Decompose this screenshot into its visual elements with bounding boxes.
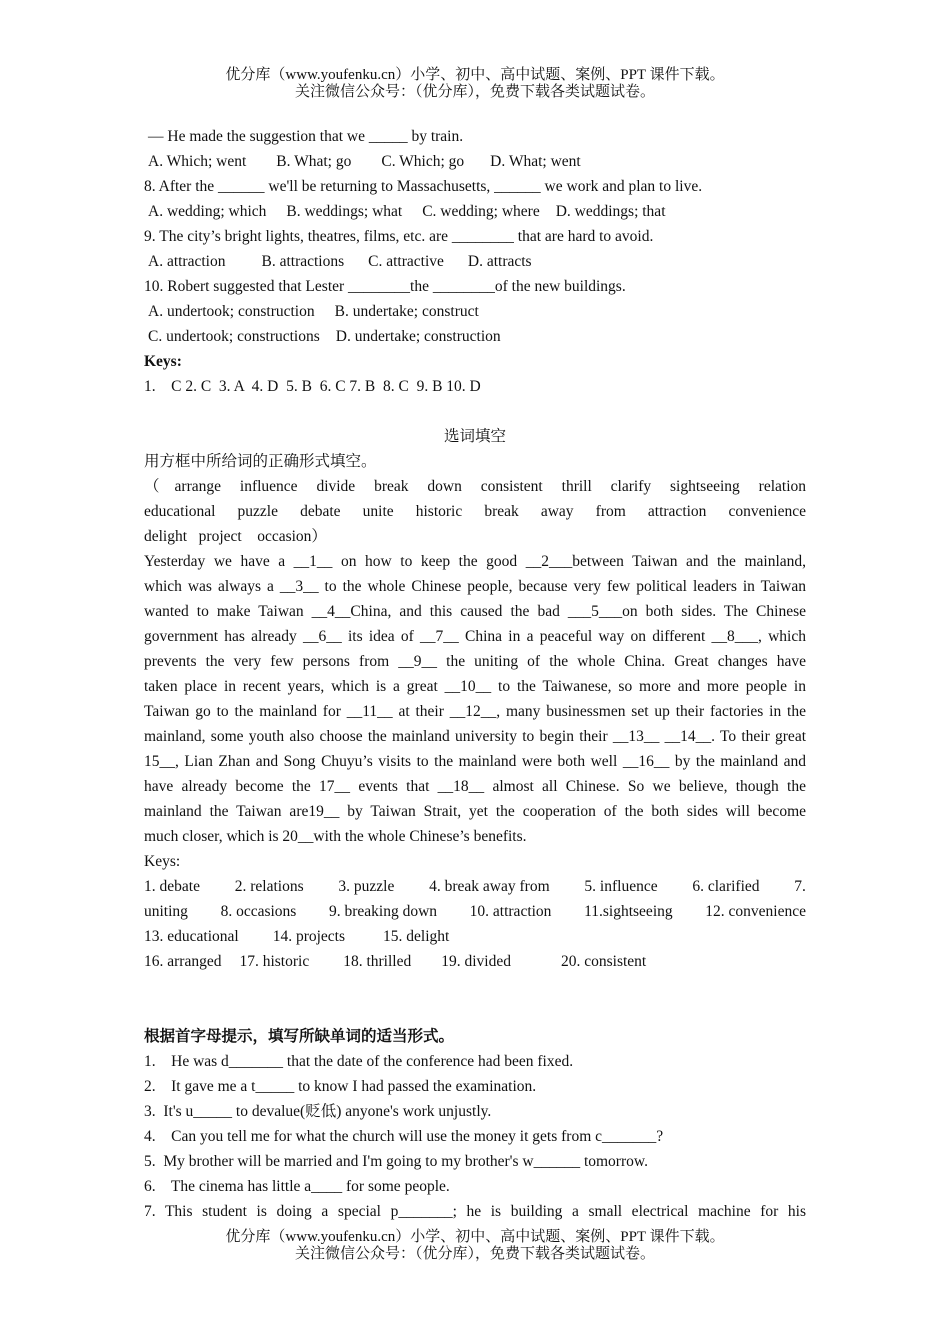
passage-line: taken place in recent years, which is a great __10__ to the Taiwanese, so more and more people in: [144, 678, 806, 695]
passage-line: mainland, some youth also choose the mainland university to begin their __13__ __14__. To their great: [144, 728, 806, 745]
document-body: [144, 124, 806, 1224]
key-item: 10. attraction: [469, 903, 552, 920]
q10-text: 10. Robert suggested that Lester ________the ________of the new buildings.: [144, 278, 626, 295]
key-item: uniting: [144, 903, 188, 920]
question-item: 7. This student is doing a special p_______; he is building a small electrical machine for his: [144, 1203, 806, 1220]
question-item: 6. The cinema has little a____ for some people.: [144, 1178, 450, 1195]
cloze-passage-last: much closer, which is 20__with the whole Chinese’s benefits.: [144, 828, 527, 845]
question-item: 3. It's u_____ to devalue(贬低) anyone's work unjustly.: [144, 1103, 492, 1120]
key-item: 17. historic: [239, 953, 310, 970]
question-item: 1. He was d_______ that the date of the conference had been fixed.: [144, 1053, 574, 1070]
option: D. weddings; that: [555, 203, 666, 220]
word-box-line-3: delight project occasion）: [144, 528, 327, 545]
key-item: 1. debate: [144, 878, 200, 895]
q10-options-row2: [144, 324, 806, 349]
mc-keys: 1. C 2. C 3. A 4. D 5. B 6. C 7. B 8. C 9. B 10. D: [144, 378, 481, 395]
option: D. undertake; construction: [335, 328, 501, 345]
key-item: 2. relations: [234, 878, 304, 895]
passage-line: mainland the Taiwan are19__ by Taiwan Strait, yet the cooperation of the both sides will become: [144, 803, 806, 820]
option: A. undertook; construction: [148, 303, 315, 320]
passage-line: which was always a __3__ to the whole Chinese people, because very few political leaders in Taiwan: [144, 578, 806, 595]
q10-options-row1: [144, 299, 806, 324]
header-line-1: 优分库（www.youfenku.cn）小学、初中、高中试题、案例、PPT 课件下载。: [225, 67, 725, 83]
option: B. weddings; what: [286, 203, 403, 220]
key-item: 19. divided: [441, 953, 511, 970]
question-item: 4. Can you tell me for what the church will use the money it gets from c_______?: [144, 1128, 664, 1145]
q7-options: [144, 149, 806, 174]
key-item: 18. thrilled: [343, 953, 412, 970]
word-box-line-2: educational puzzle debate unite historic break away from attraction convenience: [144, 503, 806, 520]
cloze-keys-label: Keys:: [144, 853, 181, 870]
option: C. undertook; constructions: [148, 328, 320, 345]
keys-row: [144, 899, 806, 924]
key-item: 14. projects: [272, 928, 346, 945]
passage-line: Taiwan go to the mainland for __11__ at their __12__, many businessmen set up their factories in the: [144, 703, 806, 720]
key-item: 9. breaking down: [328, 903, 438, 920]
passage-line: 15__, Lian Zhan and Song Chuyu’s visits to the mainland were both well __16__ by the mainland and: [144, 753, 806, 770]
option: B. undertake; construct: [334, 303, 479, 320]
mc-keys-label: Keys:: [144, 353, 182, 370]
option: B. attractions: [261, 253, 345, 270]
passage-line: wanted to make Taiwan __4__China, and this caused the bad ___5___on both sides. The Chinese: [144, 603, 806, 620]
word-box-line-1: （arrange influence divide break down consistent thrill clarify sightseeing relation: [144, 478, 806, 495]
initials-title: 根据首字母提示，填写所缺单词的适当形式。: [144, 1028, 455, 1045]
keys-row: [144, 874, 806, 899]
key-item: 5. influence: [584, 878, 658, 895]
key-item: 4. break away from: [429, 878, 550, 895]
q7-tail: — He made the suggestion that we _____ by train.: [148, 128, 464, 145]
key-item: 13. educational: [144, 928, 239, 945]
key-item: 11.sightseeing: [584, 903, 673, 920]
cloze-instruction: 用方框中所给词的正确形式填空。: [144, 453, 377, 470]
option: C. wedding; where: [422, 203, 540, 220]
key-item: 20. consistent: [561, 953, 647, 970]
spacer: [144, 399, 806, 424]
initials-list: [144, 1049, 806, 1224]
option: B. What; go: [276, 153, 352, 170]
option: C. attractive: [368, 253, 444, 270]
spacer: [144, 974, 806, 1024]
passage-line: Yesterday we have a __1__ on how to keep the good __2___between Taiwan and the mainland,: [144, 553, 806, 570]
option: A. wedding; which: [148, 203, 267, 220]
option: D. What; went: [490, 153, 581, 170]
header-line-2: 关注微信公众号：（优分库），免费下载各类试题试卷。: [294, 84, 655, 100]
option: A. Which; went: [148, 153, 247, 170]
option: D. attracts: [467, 253, 532, 270]
key-item: 12. convenience: [705, 903, 806, 920]
page-header: [0, 67, 950, 101]
key-item: 6. clarified: [692, 878, 760, 895]
key-item: 3. puzzle: [338, 878, 395, 895]
cloze-passage: [144, 549, 806, 824]
footer-line-2: 关注微信公众号：（优分库），免费下载各类试题试卷。: [294, 1246, 655, 1262]
key-item: 15. delight: [383, 928, 450, 945]
page-footer: [0, 1229, 950, 1263]
option: A. attraction: [148, 253, 226, 270]
passage-line: have already become the 17__ events that __18__ almost all Chinese. So we believe, though the: [144, 778, 806, 795]
question-item: 2. It gave me a t_____ to know I had passed the examination.: [144, 1078, 537, 1095]
q8-options: [144, 199, 806, 224]
q8-text: 8. After the ______ we'll be returning to Massachusetts, ______ we work and plan to live.: [144, 178, 703, 195]
q9-options: [144, 249, 806, 274]
question-item: 5. My brother will be married and I'm going to my brother's w______ tomorrow.: [144, 1153, 648, 1170]
passage-line: prevents the very few persons from __9__ the uniting of the whole China. Great changes have: [144, 653, 806, 670]
option: C. Which; go: [381, 153, 465, 170]
q9-text: 9. The city’s bright lights, theatres, films, etc. are ________ that are hard to avoid.: [144, 228, 654, 245]
key-item: 16. arranged: [144, 953, 222, 970]
cloze-keys: [144, 874, 806, 974]
cloze-title: 选词填空: [443, 428, 506, 445]
keys-row: [144, 949, 806, 974]
key-item: 7.: [794, 878, 806, 895]
key-item: 8. occasions: [220, 903, 297, 920]
passage-line: government has already __6__ its idea of __7__ China in a peaceful way on different __8___, which: [144, 628, 806, 645]
footer-line-1: 优分库（www.youfenku.cn）小学、初中、高中试题、案例、PPT 课件下载。: [225, 1229, 725, 1245]
keys-row: [144, 924, 806, 949]
